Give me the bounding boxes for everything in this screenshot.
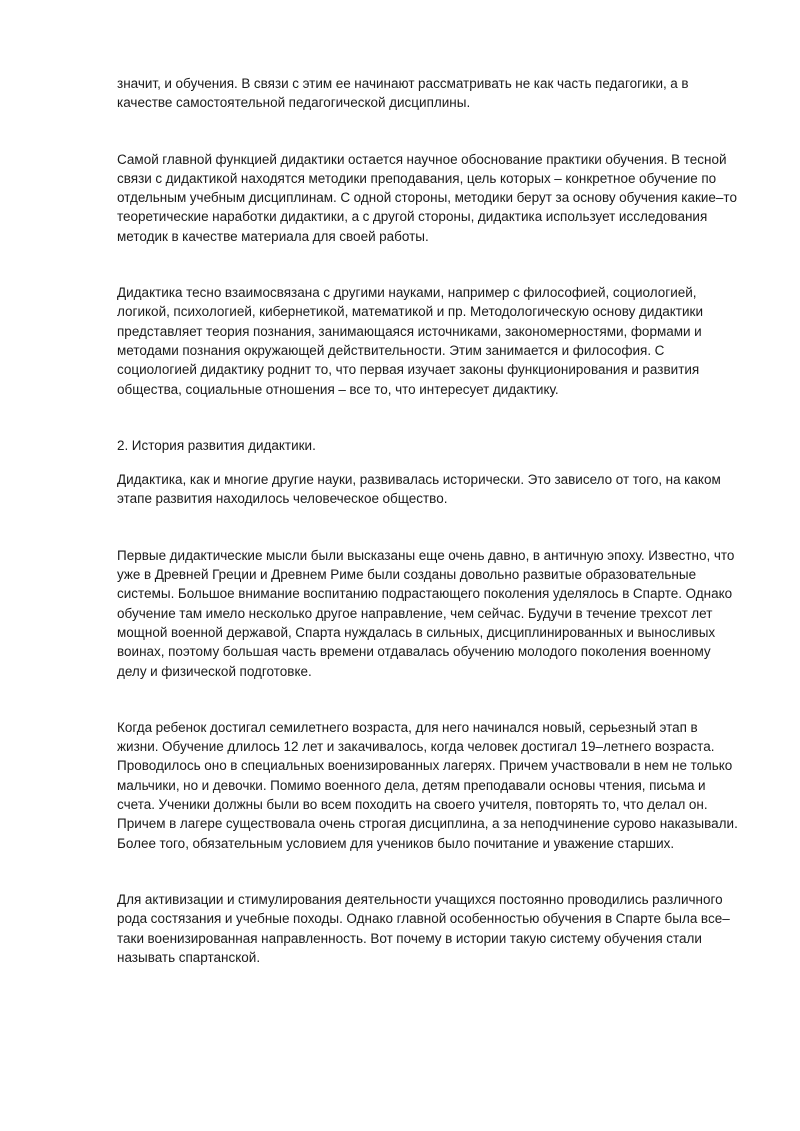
document-body <box>117 74 742 967</box>
paragraph-1: значит, и обучения. В связи с этим ее начинают рассматривать не как часть педагогики, а в качестве самостоятельной педагогической дисциплины. <box>117 76 689 111</box>
paragraph-7: Для активизации и стимулирования деятельности учащихся постоянно проводились различного рода состязания и учебные походы. Однако главной особенностью обучения в Спарте была все–таки военизированная направленность. Вот почему в истории такую систему обучения стали называть спартанской. <box>117 891 730 965</box>
paragraph-6: Когда ребенок достигал семилетнего возраста, для него начинался новый, серьезный этап в жизни. Обучение длилось 12 лет и закачивалось, когда человек достигал 19–летнего возраста. Проводилось оно в специальных военизированных лагерях. Причем участвовали в нем не только мальчики, но и девочки. Помимо военного дела, детям преподавали основы чтения, письма и счета. Ученики должны были во всем походить на своего учителя, повторять то, что делал он. Причем в лагере существовала очень строгая дисциплина, а за неподчинение сурово наказывали. Более того, обязательным условием для учеников было почитание и уважение старших. <box>117 719 738 851</box>
paragraph-4: Дидактика, как и многие другие науки, развивалась исторически. Это зависело от того, на каком этапе развития находилось человеческое общество. <box>117 472 721 507</box>
section-heading: 2. История развития дидактики. <box>117 437 316 453</box>
paragraph-3: Дидактика тесно взаимосвязана с другими науками, например с философией, социологией, логикой, психологией, кибернетикой, математикой и пр. Методологическую основу дидактики представляет теория познания, занимающаяся источниками, закономерностями, формами и методами познания окружающей действительности. Этим занимается и философия. С социологией дидактику роднит то, что первая изучает законы функционирования и развития общества, социальные отношения – все то, что интересует дидактику. <box>117 285 703 397</box>
paragraph-2: Самой главной функцией дидактики остается научное обоснование практики обучения. В тесной связи с дидактикой находятся методики преподавания, цель которых – конкретное обучение по отдельным учебным дисциплинам. С одной стороны, методики берут за основу обучения какие–то теоретические наработки дидактики, а с другой стороны, дидактика использует исследования методик в качестве материала для своей работы. <box>117 151 737 244</box>
paragraph-5: Первые дидактические мысли были высказаны еще очень давно, в античную эпоху. Известно, что уже в Древней Греции и Древнем Риме были созданы довольно развитые образовательные системы. Большое внимание воспитанию подрастающего поколения уделялось в Спарте. Однако обучение там имело несколько другое направление, чем сейчас. Будучи в течение трехсот лет мощной военной державой, Спарта нуждалась в сильных, дисциплинированных и выносливых воинах, поэтому большая часть времени отдавалась обучению молодого поколения военному делу и физической подготовке. <box>117 547 735 679</box>
